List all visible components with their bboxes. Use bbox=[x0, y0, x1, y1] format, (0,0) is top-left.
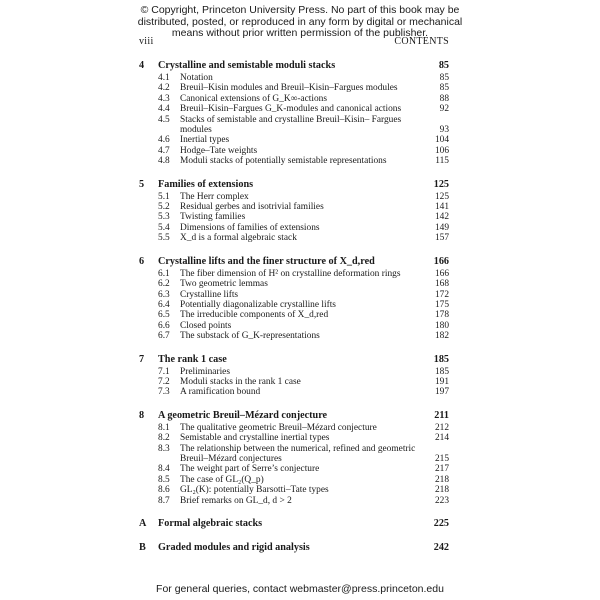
section-number: 6.6 bbox=[158, 320, 170, 331]
section-page: 115 bbox=[435, 156, 449, 167]
section-page: 191 bbox=[434, 376, 449, 387]
section-page: 214 bbox=[434, 433, 449, 444]
section-number: 4.2 bbox=[158, 83, 170, 94]
toc-section-row[interactable] bbox=[139, 279, 449, 289]
chapter-title: Crystalline and semistable moduli stacks bbox=[158, 60, 336, 71]
section-number: 6.5 bbox=[158, 310, 170, 321]
chapter-heading[interactable] bbox=[139, 256, 449, 268]
indent bbox=[139, 269, 158, 279]
section-title: Breuil–Kisin modules and Breuil–Kisin–Fargues modules bbox=[180, 83, 398, 94]
chapter-number: B bbox=[139, 542, 146, 553]
section-title: Canonical extensions of G_K∞-actions bbox=[180, 93, 328, 104]
section-title: The case of GL₂(Q_p) bbox=[180, 474, 264, 485]
toc-chapter bbox=[139, 256, 449, 342]
indent bbox=[139, 104, 158, 114]
section-number: 8.1 bbox=[158, 422, 170, 433]
section-number: 8.2 bbox=[158, 433, 170, 444]
section-page: 172 bbox=[434, 289, 449, 300]
section-title: Hodge–Tate weights bbox=[180, 145, 258, 156]
indent bbox=[139, 321, 158, 331]
indent bbox=[139, 331, 158, 341]
section-number: 5.2 bbox=[158, 202, 170, 213]
indent bbox=[139, 433, 158, 443]
section-number: 6.1 bbox=[158, 268, 170, 279]
indent bbox=[139, 475, 158, 485]
indent bbox=[139, 73, 158, 83]
toc-section-row[interactable] bbox=[139, 444, 449, 465]
section-number: 5.3 bbox=[158, 212, 170, 223]
chapter-page: 85 bbox=[438, 60, 449, 71]
toc-chapter bbox=[139, 179, 449, 244]
indent bbox=[139, 83, 158, 93]
toc-chapter bbox=[139, 542, 449, 554]
chapter-heading[interactable] bbox=[139, 354, 449, 366]
section-number: 5.5 bbox=[158, 233, 170, 244]
section-page: 93 bbox=[439, 125, 449, 136]
section-number: 5.1 bbox=[158, 191, 170, 202]
indent bbox=[139, 115, 158, 136]
indent bbox=[139, 223, 158, 233]
toc-section-row[interactable] bbox=[139, 321, 449, 331]
section-title: Crystalline lifts bbox=[180, 289, 239, 300]
footer: For general queries, contact webmaster@press.princeton.edu bbox=[156, 583, 444, 595]
indent bbox=[139, 496, 158, 506]
section-number: 8.7 bbox=[158, 495, 170, 506]
section-number: 4.8 bbox=[158, 156, 170, 167]
chapter-page: 211 bbox=[434, 409, 449, 421]
toc-section-row[interactable] bbox=[139, 387, 449, 397]
toc-section-row[interactable] bbox=[139, 146, 449, 156]
copyright-line: distributed, posted, or reproduced in any form by digital or mechanical bbox=[137, 15, 463, 28]
section-number: 4.7 bbox=[158, 145, 170, 156]
chapter-number: 8 bbox=[139, 409, 145, 421]
section-page: 217 bbox=[434, 464, 449, 475]
indent bbox=[139, 464, 158, 474]
section-page: 215 bbox=[434, 453, 449, 464]
section-page: 157 bbox=[434, 233, 449, 244]
section-title: The weight part of Serre’s conjecture bbox=[180, 464, 320, 475]
section-number: 8.3 bbox=[158, 443, 170, 454]
chapter-page: 125 bbox=[433, 178, 449, 190]
copyright-line: means without prior written permission of the publisher. bbox=[171, 27, 429, 39]
chapter-title: Families of extensions bbox=[158, 178, 254, 190]
toc-section-row[interactable] bbox=[139, 212, 449, 222]
toc-section-row[interactable] bbox=[139, 104, 449, 114]
section-page: 223 bbox=[434, 495, 449, 506]
table-of-contents bbox=[139, 60, 449, 566]
section-number: 6.4 bbox=[158, 299, 170, 310]
section-title: X_d is a formal algebraic stack bbox=[180, 233, 297, 244]
indent bbox=[139, 290, 158, 300]
chapter-page: 185 bbox=[433, 353, 449, 365]
toc-section-row[interactable] bbox=[139, 73, 449, 83]
indent bbox=[139, 310, 158, 320]
section-page: 92 bbox=[439, 104, 449, 115]
chapter-heading[interactable] bbox=[139, 60, 449, 72]
section-number: 7.2 bbox=[158, 376, 170, 387]
toc-section-row[interactable] bbox=[139, 310, 449, 320]
copyright-line: © Copyright, Princeton University Press. No part of this book may be bbox=[140, 4, 460, 16]
chapter-title: Graded modules and rigid analysis bbox=[158, 542, 310, 553]
section-title: Two geometric lemmas bbox=[180, 279, 268, 290]
toc-section-row[interactable] bbox=[139, 94, 449, 104]
chapter-number: 5 bbox=[139, 178, 145, 190]
chapter-number: 4 bbox=[139, 60, 145, 71]
section-title: The irreducible components of X_d,red bbox=[180, 310, 329, 321]
toc-section-row[interactable] bbox=[139, 475, 449, 485]
section-page: 180 bbox=[434, 320, 449, 331]
chapter-title: Crystalline lifts and the finer structure of X_d,red bbox=[158, 255, 375, 267]
running-title: CONTENTS bbox=[394, 36, 449, 47]
toc-section-row[interactable] bbox=[139, 485, 449, 495]
section-title: Residual gerbes and isotrivial families bbox=[180, 202, 324, 213]
section-page: 104 bbox=[434, 135, 449, 146]
toc-section-row[interactable] bbox=[139, 300, 449, 310]
section-title: Moduli stacks in the rank 1 case bbox=[180, 376, 301, 387]
indent bbox=[139, 423, 158, 433]
section-number: 6.7 bbox=[158, 331, 170, 342]
section-title: Brief remarks on GL_d, d > 2 bbox=[180, 495, 292, 506]
section-number: 6.2 bbox=[158, 279, 170, 290]
section-title: Twisting families bbox=[180, 212, 246, 223]
chapter-number: 6 bbox=[139, 255, 145, 267]
toc-chapter bbox=[139, 518, 449, 530]
page-number: viii bbox=[139, 36, 154, 47]
section-title: Inertial types bbox=[180, 135, 230, 146]
section-page: 197 bbox=[434, 387, 449, 398]
toc-section-row[interactable] bbox=[139, 115, 449, 136]
section-page: 175 bbox=[434, 299, 449, 310]
section-page: 88 bbox=[439, 93, 449, 104]
section-title: Potentially diagonalizable crystalline lifts bbox=[180, 299, 336, 310]
section-title: The substack of G_K-representations bbox=[180, 331, 320, 342]
indent bbox=[139, 387, 158, 397]
section-page: 212 bbox=[434, 422, 449, 433]
section-page: 166 bbox=[434, 268, 449, 279]
section-page: 149 bbox=[434, 222, 449, 233]
toc-chapter bbox=[139, 60, 449, 167]
chapter-title: Formal algebraic stacks bbox=[158, 518, 263, 529]
chapter-heading[interactable] bbox=[139, 542, 449, 554]
toc-section-row[interactable] bbox=[139, 135, 449, 145]
indent bbox=[139, 146, 158, 156]
indent bbox=[139, 212, 158, 222]
section-page: 218 bbox=[434, 485, 449, 496]
section-number: 8.4 bbox=[158, 464, 170, 475]
section-number: 4.3 bbox=[158, 93, 170, 104]
toc-section-row[interactable] bbox=[139, 233, 449, 243]
toc-section-row[interactable] bbox=[139, 367, 449, 377]
toc-section-row[interactable] bbox=[139, 433, 449, 443]
section-title: Closed points bbox=[180, 320, 232, 331]
toc-section-row[interactable] bbox=[139, 83, 449, 93]
toc-section-row[interactable] bbox=[139, 223, 449, 233]
section-page: 85 bbox=[439, 73, 449, 83]
section-title: GL₂(K): potentially Barsotti–Tate types bbox=[180, 485, 329, 496]
section-number: 4.5 bbox=[158, 114, 170, 125]
section-page: 168 bbox=[434, 279, 449, 290]
section-page: 178 bbox=[434, 310, 449, 321]
chapter-page: 166 bbox=[433, 255, 449, 267]
section-title: The qualitative geometric Breuil–Mézard conjecture bbox=[180, 422, 377, 433]
section-title: Notation bbox=[180, 73, 213, 83]
section-number: 4.1 bbox=[158, 73, 170, 83]
section-number: 4.6 bbox=[158, 135, 170, 146]
toc-section-row[interactable] bbox=[139, 269, 449, 279]
toc-section-row[interactable] bbox=[139, 192, 449, 202]
chapter-page: 225 bbox=[433, 518, 449, 529]
indent bbox=[139, 444, 158, 465]
toc-section-row[interactable] bbox=[139, 202, 449, 212]
section-number: 8.6 bbox=[158, 485, 170, 496]
section-page: 185 bbox=[434, 366, 449, 377]
section-number: 4.4 bbox=[158, 104, 170, 115]
toc-chapter bbox=[139, 354, 449, 398]
section-title: Stacks of semistable and crystalline Breuil–Kisin– Fargues modules bbox=[180, 114, 402, 136]
toc-chapter bbox=[139, 410, 449, 506]
toc-section-row[interactable] bbox=[139, 377, 449, 387]
section-number: 5.4 bbox=[158, 222, 170, 233]
toc-section-row[interactable] bbox=[139, 423, 449, 433]
section-title: A ramification bound bbox=[180, 387, 261, 398]
section-title: Breuil–Kisin–Fargues G_K-modules and canonical actions bbox=[180, 104, 402, 115]
indent bbox=[139, 135, 158, 145]
section-number: 7.1 bbox=[158, 366, 170, 377]
chapter-heading[interactable] bbox=[139, 410, 449, 422]
copyright-notice bbox=[0, 5, 600, 40]
section-title: The Herr complex bbox=[180, 191, 249, 202]
indent bbox=[139, 279, 158, 289]
indent bbox=[139, 300, 158, 310]
toc-section-row[interactable] bbox=[139, 290, 449, 300]
indent bbox=[139, 485, 158, 495]
section-title: Dimensions of families of extensions bbox=[180, 222, 320, 233]
indent bbox=[139, 94, 158, 104]
chapter-title: A geometric Breuil–Mézard conjecture bbox=[158, 409, 328, 421]
section-page: 85 bbox=[439, 83, 449, 94]
chapter-number: A bbox=[139, 518, 147, 529]
section-number: 6.3 bbox=[158, 289, 170, 300]
section-page: 141 bbox=[434, 202, 449, 213]
toc-section-row[interactable] bbox=[139, 331, 449, 341]
section-page: 106 bbox=[434, 145, 449, 156]
section-page: 182 bbox=[434, 331, 449, 342]
section-page: 218 bbox=[434, 474, 449, 485]
indent bbox=[139, 367, 158, 377]
section-page: 125 bbox=[434, 191, 449, 202]
indent bbox=[139, 156, 158, 166]
section-title: The relationship between the numerical, refined and geometric Breuil–Mézard conjectures bbox=[180, 443, 416, 464]
chapter-title: The rank 1 case bbox=[158, 353, 227, 365]
section-title: The fiber dimension of H² on crystalline deformation rings bbox=[180, 268, 401, 279]
section-title: Semistable and crystalline inertial types bbox=[180, 433, 330, 444]
indent bbox=[139, 192, 158, 202]
section-number: 7.3 bbox=[158, 387, 170, 398]
indent bbox=[139, 377, 158, 387]
indent bbox=[139, 233, 158, 243]
toc-section-row[interactable] bbox=[139, 156, 449, 166]
section-number: 8.5 bbox=[158, 474, 170, 485]
indent bbox=[139, 202, 158, 212]
chapter-heading[interactable] bbox=[139, 179, 449, 191]
section-title: Moduli stacks of potentially semistable representations bbox=[180, 156, 387, 167]
chapter-page: 242 bbox=[433, 542, 449, 553]
toc-section-row[interactable] bbox=[139, 464, 449, 474]
section-title: Preliminaries bbox=[180, 366, 230, 377]
toc-section-row[interactable] bbox=[139, 496, 449, 506]
chapter-number: 7 bbox=[139, 353, 145, 365]
chapter-heading[interactable] bbox=[139, 518, 449, 530]
section-page: 142 bbox=[434, 212, 449, 223]
